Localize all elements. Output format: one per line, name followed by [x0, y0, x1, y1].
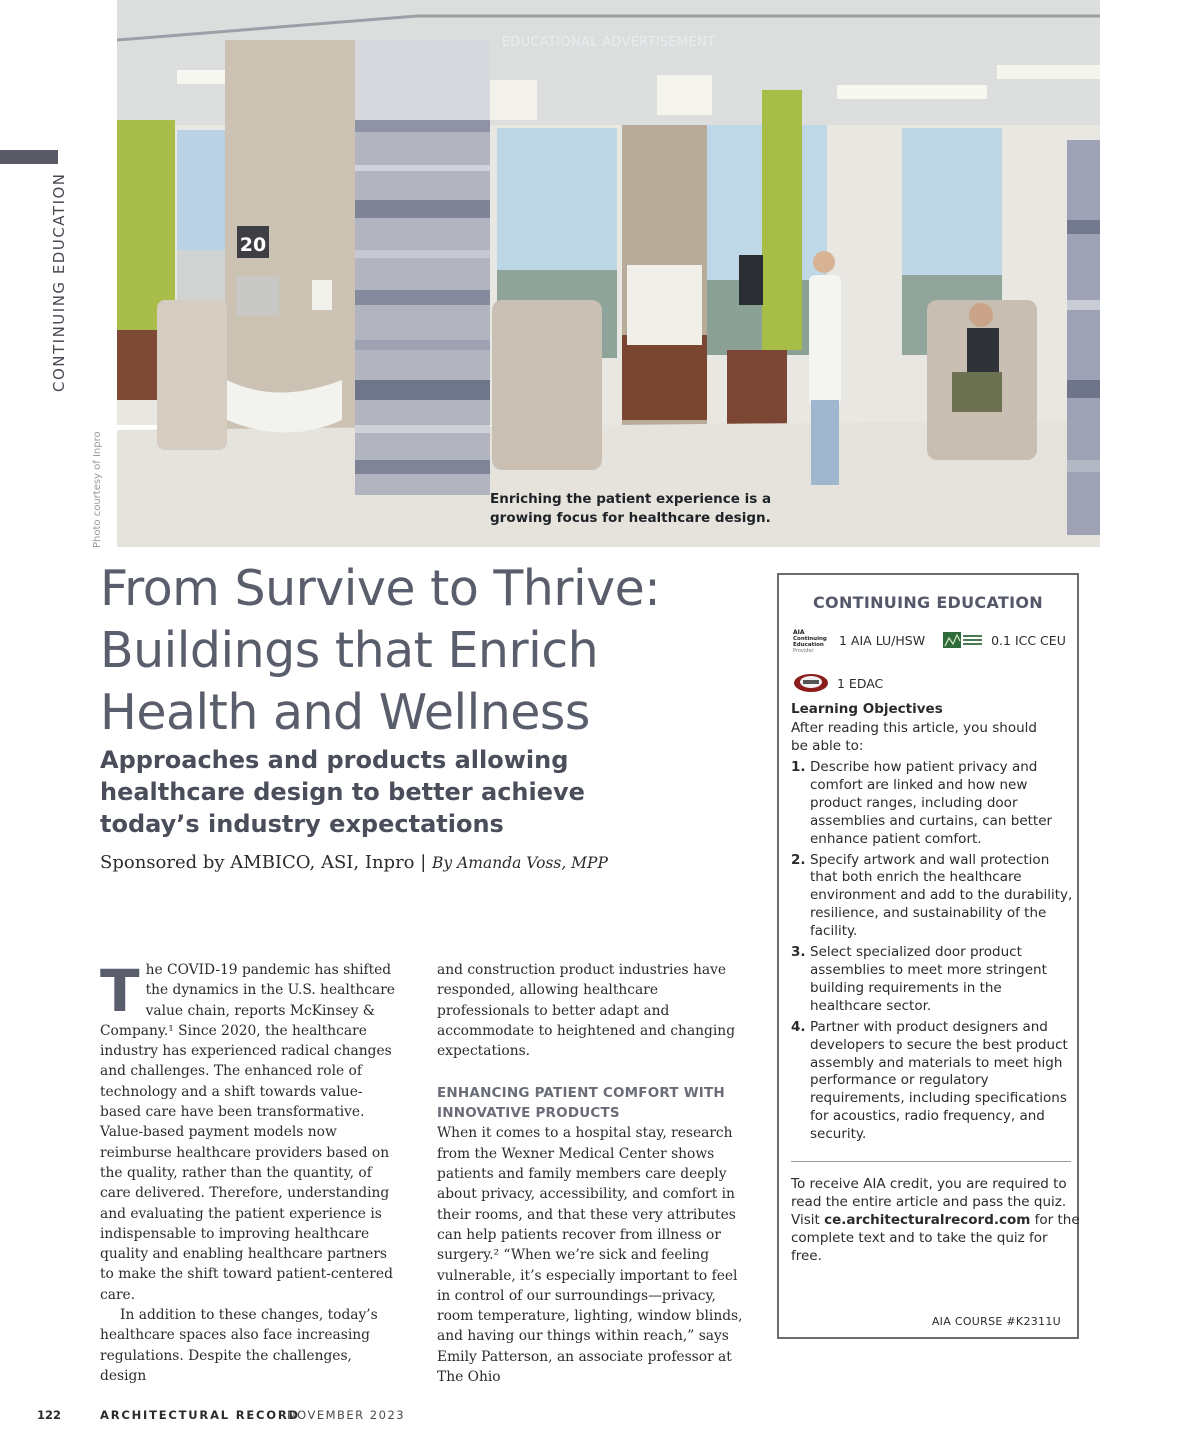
section-marker-bar — [0, 150, 58, 164]
issue-date: NOVEMBER 2023 — [287, 1408, 406, 1422]
paragraph-1-text: he COVID-19 pandemic has shifted the dynamics in the U.S. healthcare value chain, reports McKinsey & Company.¹ Since 2020, the healthcare industry has experienced radical changes and challenges. The enhanced role of technology and a shift towards value-based care have been transformative. Value-based payment models now reimburse healthcare providers based on the quality, rather than the quantity, of care delivered. Therefore, understanding and evaluating the patient experience is indispensable to improving healthcare quality and enabling healthcare partners to make the shift toward patient-centered care. — [100, 962, 395, 1303]
room-number-sign: 20 — [239, 234, 267, 256]
objective-item: 1. Describe how patient privacy and comfort are linked and how new product ranges, including door assemblies and curtains, can better enhance patient comfort. — [791, 759, 1053, 847]
body-column-1 — [100, 957, 396, 1386]
magazine-name: ARCHITECTURAL RECORD — [100, 1408, 300, 1422]
objective-item: 4. Partner with product designers and developers to secure the best product assembly and materials to meet high performance or regulatory requirements, including specifications for acoustics, radio frequency, and security. — [791, 1018, 1068, 1143]
advertisement-label: EDUCATIONAL ADVERTISEMENT — [501, 35, 716, 50]
hospital-room-illustration — [117, 0, 1100, 547]
ce-sidebar-box — [777, 573, 1079, 1339]
aia-provider-logo-icon — [793, 627, 831, 653]
edac-credit-label: 1 EDAC — [837, 675, 884, 691]
photo-caption: Enriching the patient experience is a growing focus for healthcare design. — [490, 491, 772, 526]
ce-box-title: CONTINUING EDUCATION — [813, 593, 1043, 612]
paragraph-3: and construction product industries have responded, allowing healthcare professionals to better adapt and accommodate to heightened and changing expectations. — [437, 962, 736, 1060]
icc-credit-label: 0.1 ICC CEU — [991, 632, 1066, 648]
objectives-intro: After reading this article, you should be able to: — [791, 720, 1037, 754]
objectives-heading: Learning Objectives — [791, 701, 943, 717]
section-label: CONTINUING EDUCATION — [50, 172, 68, 392]
photo-credit: Photo courtesy of Inpro — [92, 431, 103, 548]
aia-credit-label: 1 AIA LU/HSW — [839, 632, 926, 648]
svg-text:Education: Education — [793, 642, 824, 648]
svg-text:Continuing: Continuing — [793, 636, 827, 642]
objective-item: 3. Select specialized door product assemblies to meet more stringent building requirements in the healthcare sector. — [791, 944, 1047, 1014]
intro-paragraph — [100, 957, 396, 1305]
author-name: By Amanda Voss, MPP — [432, 854, 608, 872]
aia-credit-row — [793, 627, 1066, 653]
paragraph-4: When it comes to a hospital stay, research from the Wexner Medical Center shows patients and family members care deeply about privacy, accessibility, and comfort in their rooms, and that these very attributes can help patients recover from illness or surgery.² “When we’re sick and feeling vulnerable, it’s especially important to feel in control of our surroundings—privacy, room temperature, lighting, window blinds, and having our things within reach,” says Emily Patterson, an associate professor at The Ohio — [437, 1125, 743, 1386]
course-number: AIA COURSE #K2311U — [931, 1315, 1061, 1328]
credit-instructions: To receive AIA credit, you are required to read the entire article and pass the quiz. Visit ce.architecturalrecord.com for the complete text and to take the quiz for free. — [791, 1176, 1080, 1264]
edac-credit-row — [793, 671, 883, 695]
objective-item: 2. Specify artwork and wall protection that both enrich the healthcare environment and add to the durability, resilience, and sustainability of the facility. — [791, 851, 1073, 940]
svg-text:Provider: Provider — [793, 648, 814, 653]
section-heading: ENHANCING PATIENT COMFORT WITH INNOVATIVE PRODUCTS — [437, 1085, 725, 1122]
paragraph-2: In addition to these changes, today’s healthcare spaces also face increasing regulations. Despite the challenges, design — [100, 1307, 378, 1384]
body-column-2 — [437, 960, 747, 1387]
ce-website-link[interactable]: ce.architecturalrecord.com — [824, 1212, 1031, 1228]
page-number: 122 — [37, 1408, 62, 1422]
page-footer — [37, 1408, 406, 1422]
icc-provider-logo-icon — [943, 632, 983, 648]
byline — [100, 852, 608, 873]
svg-text:AIA: AIA — [793, 629, 805, 636]
ce-divider — [791, 1161, 1071, 1162]
sponsor-line: Sponsored by AMBICO, ASI, Inpro | — [100, 852, 427, 873]
hero-photo — [117, 0, 1100, 547]
article-subtitle: Approaches and products allowing healthcare design to better achieve today’s industry expectations — [100, 746, 585, 838]
objectives-list — [791, 759, 1076, 1147]
article-title: From Survive to Thrive: Buildings that Enrich Health and Wellness — [100, 560, 661, 741]
drop-cap: T — [100, 957, 140, 1025]
edac-badge-icon — [793, 671, 829, 695]
